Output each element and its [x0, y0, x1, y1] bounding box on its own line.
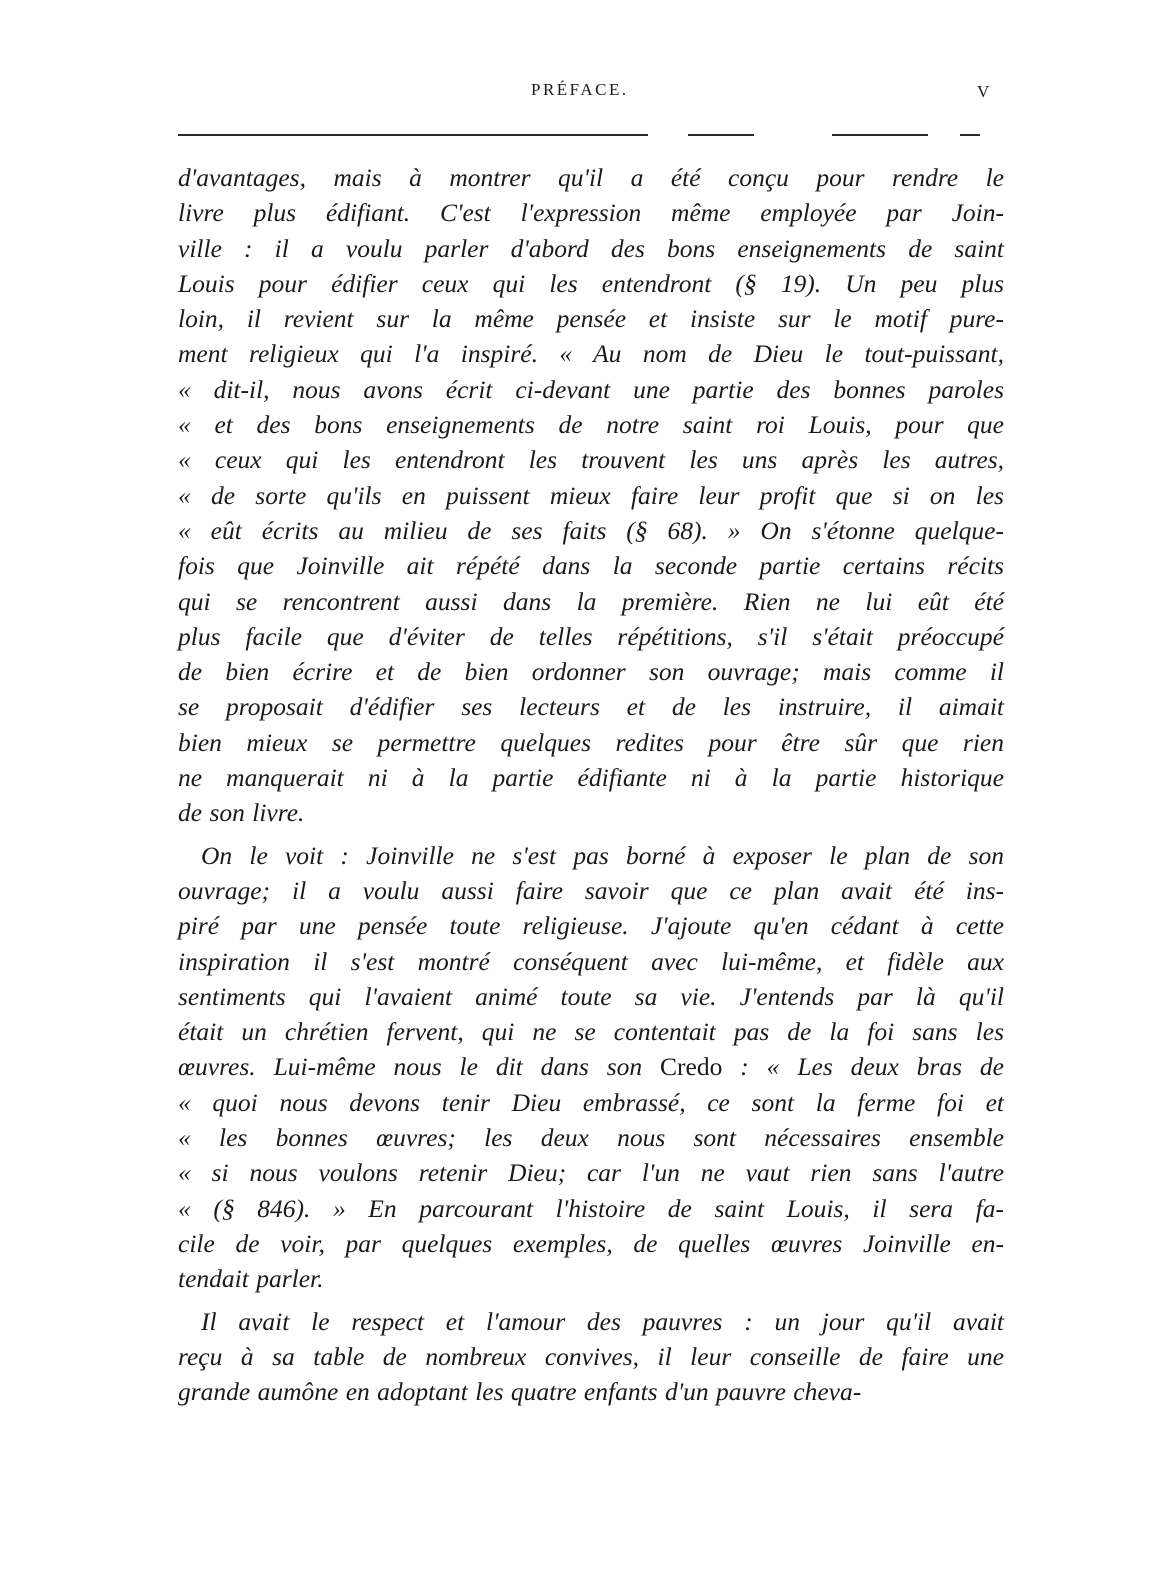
text-line: d'avantages, mais à montrer qu'il a été conçu pour rendre le: [178, 163, 1004, 192]
text-line: tendait parler.: [178, 1264, 324, 1294]
text-line: « ceux qui les entendront les trouvent les uns après les autres,: [178, 445, 1004, 475]
text-line: plus facile que d'éviter de telles répétitions, s'il s'était préoccupé: [178, 621, 1004, 651]
text-line: cile de voir, par quelques exemples, de quelles œuvres Joinville en-: [178, 1228, 1004, 1258]
text-line: Louis pour édifier ceux qui les entendront (§ 19). Un peu plus: [178, 268, 1004, 298]
text-line: piré par une pensée toute religieuse. J'ajoute qu'en cédant à cette: [178, 911, 1004, 941]
page-number: V: [977, 82, 990, 101]
credo-title: Credo: [660, 1052, 723, 1082]
paragraph: [178, 160, 1004, 831]
text-line: loin, il revient sur la même pensée et insiste sur le motif pure-: [178, 304, 1004, 334]
text-line: bien mieux se permettre quelques redites pour être sûr que rien: [178, 727, 1004, 757]
paragraph: [178, 1304, 1004, 1410]
text-line: ouvrage; il a voulu aussi faire savoir que ce plan avait été ins-: [178, 875, 1004, 905]
header-rule: [178, 134, 1004, 136]
text-line: se proposait d'édifier ses lecteurs et de les instruire, il aimait: [178, 692, 1004, 722]
text-line: inspiration il s'est montré conséquent avec lui-même, et fidèle aux: [178, 946, 1004, 976]
text-line: « quoi nous devons tenir Dieu embrassé, ce sont la ferme foi et: [178, 1087, 1004, 1117]
text-line: était un chrétien fervent, qui ne se contentait pas de la foi sans les: [178, 1017, 1004, 1047]
text-line: livre plus édifiant. C'est l'expression même employée par Join-: [178, 198, 1004, 228]
text-line: ville : il a voulu parler d'abord des bons enseignements de saint: [178, 233, 1004, 263]
text-line: « dit-il, nous avons écrit ci-devant une partie des bonnes paroles: [178, 374, 1004, 404]
text-line: qui se rencontrent aussi dans la première. Rien ne lui eût été: [178, 586, 1004, 616]
text-line: ne manquerait ni à la partie édifiante ni à la partie historique: [178, 763, 1004, 793]
text-line: reçu à sa table de nombreux convives, il leur conseille de faire une: [178, 1341, 1004, 1371]
text-line: « eût écrits au milieu de ses faits (§ 68). » On s'étonne quelque-: [178, 515, 1004, 545]
paragraph-gap: [178, 1297, 1004, 1304]
text-line: « les bonnes œuvres; les deux nous sont nécessaires ensemble: [178, 1123, 1004, 1153]
text-line: « si nous voulons retenir Dieu; car l'un ne vaut rien sans l'autre: [178, 1158, 1004, 1188]
paragraph: [178, 838, 1004, 1297]
text-line: ment religieux qui l'a inspiré. « Au nom de Dieu le tout-puissant,: [178, 339, 1004, 369]
text-line: de son livre.: [178, 798, 305, 828]
text-line: de bien écrire et de bien ordonner son ouvrage; mais comme il: [178, 657, 1004, 687]
text-line: fois que Joinville ait répété dans la seconde partie certains récits: [178, 551, 1004, 581]
running-title: PRÉFACE.: [531, 80, 629, 99]
text-line: « (§ 846). » En parcourant l'histoire de saint Louis, il sera fa-: [178, 1193, 1004, 1223]
paragraph-gap: [178, 831, 1004, 838]
text-line: grande aumône en adoptant les quatre enfants d'un pauvre cheva-: [178, 1377, 862, 1407]
text-line: Il avait le respect et l'amour des pauvres : un jour qu'il avait: [201, 1306, 1004, 1336]
text-line: œuvres. Lui-même nous le dit dans son Credo : « Les deux bras de: [178, 1052, 1004, 1082]
text-line: « et des bons enseignements de notre saint roi Louis, pour que: [178, 410, 1004, 440]
text-line: « de sorte qu'ils en puissent mieux faire leur profit que si on les: [178, 480, 1004, 510]
running-head: [0, 80, 1163, 110]
text-line: On le voit : Joinville ne s'est pas borné à exposer le plan de son: [201, 840, 1004, 870]
text-line: sentiments qui l'avaient animé toute sa vie. J'entends par là qu'il: [178, 981, 1004, 1011]
body-text: [178, 160, 1004, 1409]
